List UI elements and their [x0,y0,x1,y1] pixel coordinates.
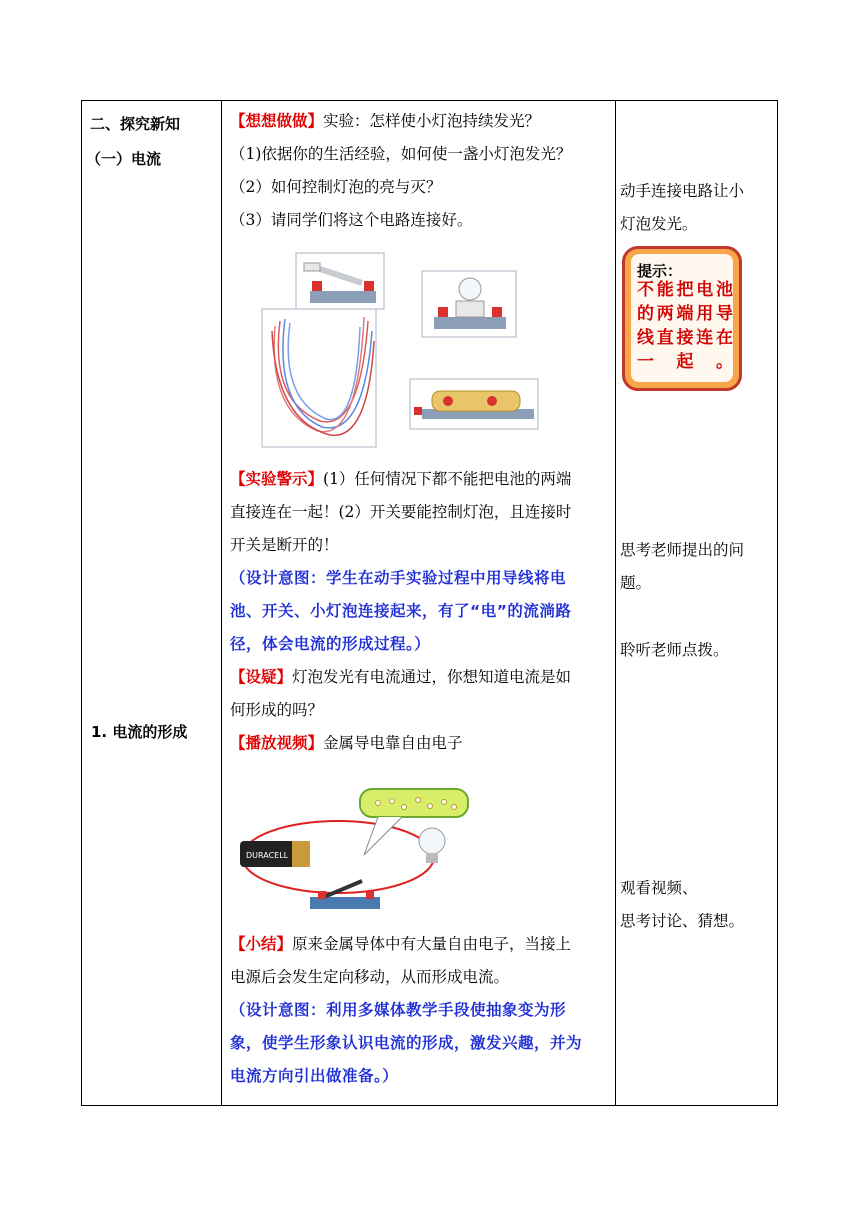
section-heading: 二、探究新知 [90,115,181,133]
question-line-1: 【设疑】灯泡发光有电流通过，你想知道电流是如 [230,668,572,686]
tag-think-do: 【想想做做】 [230,112,324,130]
student-activity-2: 思考老师提出的问 题。 [620,541,745,592]
tag-warning: 【实验警示】 [230,470,324,488]
circuit-illustration [232,785,472,919]
battery-holder-illustration [410,379,538,429]
student-activity-4: 观看视频、 思考讨论、猜想。 [620,879,745,930]
switch-illustration [296,253,384,309]
battery-brand: DURACELL [246,851,289,860]
question-3: （3）请同学们将这个电路连接好。 [230,211,473,229]
summary-line-2: 电源后会发生定向移动，从而形成电流。 [230,968,510,986]
column-divider-2 [615,101,616,1105]
activity-intro [230,105,614,237]
hint-body: 不能把电池的两端用导线直接连在一起。 [637,280,733,372]
tag-summary: 【小结】 [230,935,293,953]
hint-title: 提示： [637,262,683,280]
question-2: （2）如何控制灯泡的亮与灭？ [230,178,442,196]
summary-block [230,928,614,1093]
bulb-holder-illustration [422,271,516,337]
question-line-2: 何形成的吗？ [230,701,324,719]
design-intent-2-line-1: （设计意图：利用多媒体教学手段使抽象变为形 [230,1001,567,1019]
design-intent-1-line-3: 径，体会电流的形成过程。） [230,635,431,653]
design-intent-2-line-2: 象，使学生形象认识电流的形成，激发兴趣，并为 [230,1034,583,1052]
warning-line-1: 【实验警示】(1）任何情况下都不能把电池的两端 [230,470,572,488]
design-intent-1-line-2: 池、开关、小灯泡连接起来，有了“电”的流淌路 [230,602,572,620]
video-line: 【播放视频】金属导电靠自由电子 [230,734,463,752]
hint-box [622,246,742,391]
column-divider-1 [221,101,222,1105]
design-intent-1-line-1: （设计意图：学生在动手实验过程中用导线将电 [230,569,567,587]
tag-video: 【播放视频】 [230,734,324,752]
equipment-image [260,251,560,451]
question-1: （1)依据你的生活经验，如何使一盏小灯泡发光？ [230,145,572,163]
student-activity-3: 聆听老师点拨。 [620,641,729,659]
lesson-table [81,100,778,1106]
topic-heading: 1. 电流的形成 [91,723,188,741]
summary-line-1: 【小结】原来金属导体中有大量自由电子，当接上 [230,935,572,953]
warning-block [230,463,614,760]
tag-question: 【设疑】 [230,668,293,686]
warning-line-2: 直接连在一起！(2）开关要能控制灯泡，且连接时 [230,503,572,521]
warning-line-3: 开关是断开的！ [230,536,339,554]
wires-illustration [262,309,376,447]
student-activity-1: 动手连接电路让小 灯泡发光。 [620,182,745,233]
subsection-heading: （一）电流 [86,150,162,168]
design-intent-2-line-3: 电流方向引出做准备。） [230,1067,399,1085]
line-experiment: 【想想做做】实验：怎样使小灯泡持续发光？ [230,112,541,130]
